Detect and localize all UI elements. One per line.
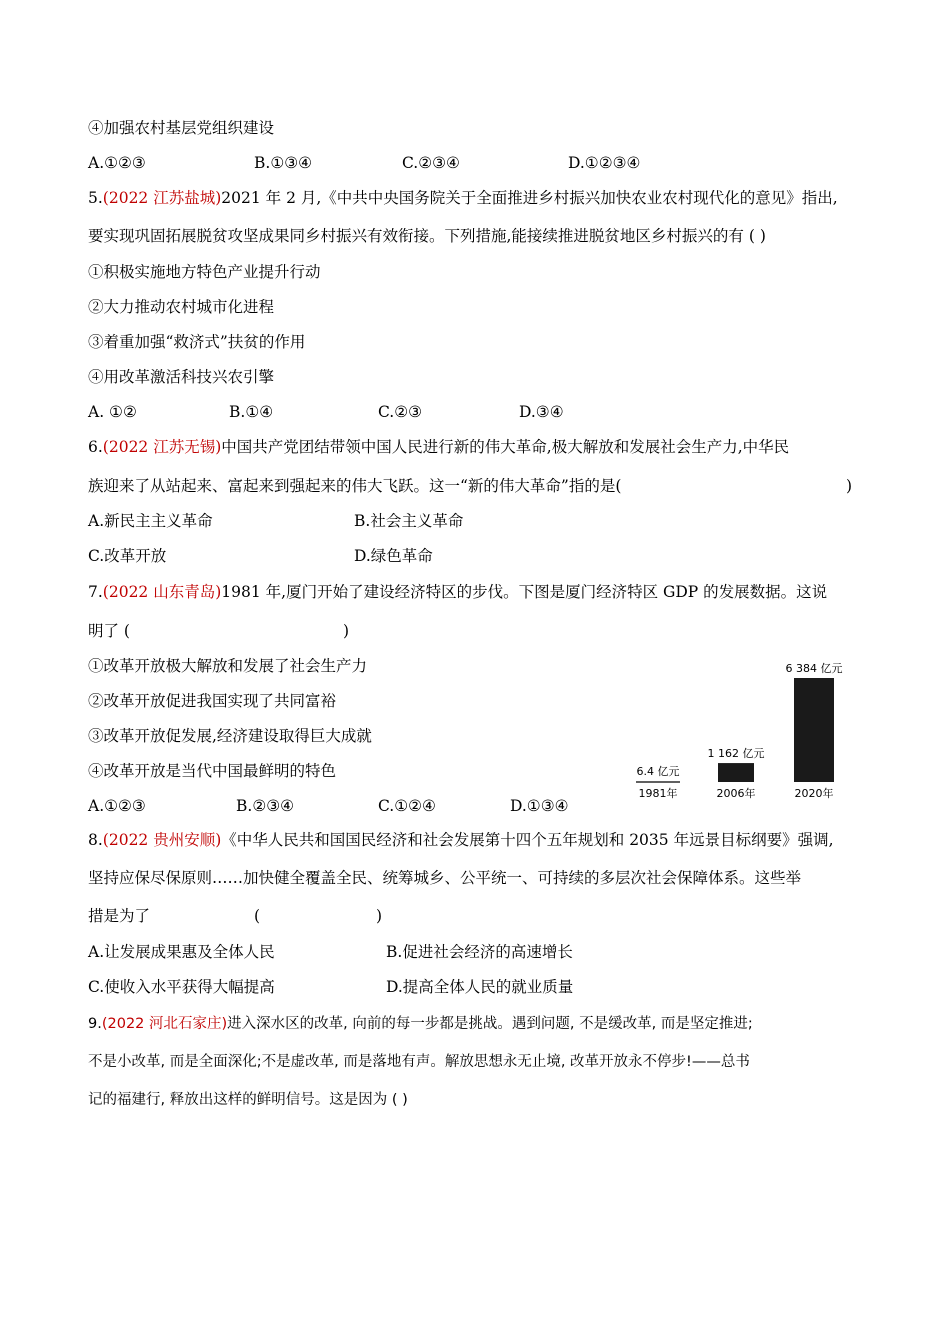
q6-stem-line-1 bbox=[88, 437, 789, 457]
q7-stem-line-2: 明了 ( bbox=[88, 622, 130, 640]
q7-answer-paren-close: ) bbox=[343, 622, 350, 640]
q9-stem-line-3: 记的福建行, 释放出这样的鲜明信号。这是因为 ( ) bbox=[88, 1092, 408, 1108]
q6-option-c[interactable]: C.改革开放 bbox=[88, 547, 167, 565]
q7-item-3: ③改革开放促发展,经济建设取得巨大成就 bbox=[88, 727, 372, 745]
q6-source: (2022 江苏无锡) bbox=[102, 438, 222, 456]
q9-source: (2022 河北石家庄) bbox=[101, 1016, 228, 1032]
q5-item-1: ①积极实施地方特色产业提升行动 bbox=[88, 263, 321, 281]
q8-stem-line-2: 坚持应保尽保原则……加快健全覆盖全民、统筹城乡、公平统一、可持续的多层次社会保障体系。这些举 bbox=[88, 869, 802, 887]
data-label-2020年: 6 384 亿元 bbox=[785, 662, 843, 675]
q8-number: 8. bbox=[88, 831, 103, 849]
q9-number: 9. bbox=[88, 1016, 102, 1032]
q6-number: 6. bbox=[88, 438, 103, 456]
q8-answer-paren-open: ( bbox=[254, 907, 261, 925]
q7-option-b[interactable]: B.②③④ bbox=[236, 797, 295, 815]
q9-stem-line-2: 不是小改革, 而是全面深化;不是虚改革, 而是落地有声。解放思想永无止境, 改革开放永不停步!——总书 bbox=[88, 1054, 750, 1070]
q7-source: (2022 山东青岛) bbox=[102, 583, 222, 601]
data-label-2006年: 1 162 亿元 bbox=[707, 747, 765, 761]
q5-item-4: ④用改革激活科技兴农引擎 bbox=[88, 368, 275, 386]
q7-item-1: ①改革开放极大解放和发展了社会生产力 bbox=[88, 657, 368, 675]
q6-stem-line-2: 族迎来了从站起来、富起来到强起来的伟大飞跃。这一“新的伟大革命”指的是( bbox=[88, 477, 622, 495]
q4-option-c[interactable]: C.②③④ bbox=[402, 154, 460, 172]
q7-stem-text-1: 1981 年,厦门开始了建设经济特区的步伐。下图是厦门经济特区 GDP 的发展数据。这说 bbox=[221, 583, 828, 601]
q5-source: (2022 江苏盐城) bbox=[102, 189, 222, 207]
q7-option-c[interactable]: C.①②④ bbox=[378, 797, 436, 815]
category-label-2006年: 2006年 bbox=[716, 787, 756, 800]
q8-stem-text-1: 《中华人民共和国国民经济和社会发展第十四个五年规划和 2035 年远景目标纲要》强调, bbox=[221, 831, 834, 849]
q6-stem-text-1: 中国共产党团结带领中国人民进行新的伟大革命,极大解放和发展社会生产力,中华民 bbox=[221, 438, 790, 456]
q6-answer-paren-close: ) bbox=[846, 477, 853, 495]
q9-stem-line-1 bbox=[88, 1014, 753, 1034]
q5-stem-line-1 bbox=[88, 188, 838, 208]
q5-number: 5. bbox=[88, 189, 103, 207]
category-label-2020年: 2020年 bbox=[794, 787, 834, 800]
q5-stem-text-1: 2021 年 2 月,《中共中央国务院关于全面推进乡村振兴加快农业农村现代化的意见》指出, bbox=[221, 189, 838, 207]
q4-option-a[interactable]: A.①②③ bbox=[88, 154, 146, 172]
q7-number: 7. bbox=[88, 583, 103, 601]
q6-option-d[interactable]: D.绿色革命 bbox=[354, 547, 433, 565]
q7-item-4: ④改革开放是当代中国最鲜明的特色 bbox=[88, 762, 337, 780]
bar-2006年 bbox=[718, 763, 754, 782]
q5-option-c[interactable]: C.②③ bbox=[378, 403, 423, 421]
q8-stem-line-1 bbox=[88, 830, 834, 850]
data-label-1981年: 6.4 亿元 bbox=[636, 765, 680, 778]
q5-option-b[interactable]: B.①④ bbox=[229, 403, 274, 421]
gdp-bar-chart bbox=[630, 658, 870, 804]
bar-2020年 bbox=[794, 678, 834, 782]
q4-item-4: ④加强农村基层党组织建设 bbox=[88, 119, 275, 137]
q5-item-2: ②大力推动农村城市化进程 bbox=[88, 298, 275, 316]
q6-option-a[interactable]: A.新民主主义革命 bbox=[88, 512, 213, 530]
q5-option-d[interactable]: D.③④ bbox=[519, 403, 564, 421]
q5-item-3: ③着重加强“救济式”扶贫的作用 bbox=[88, 333, 306, 351]
q4-option-b[interactable]: B.①③④ bbox=[254, 154, 313, 172]
q5-option-a[interactable]: A. ①② bbox=[88, 403, 137, 421]
q8-option-a[interactable]: A.让发展成果惠及全体人民 bbox=[88, 943, 275, 961]
q4-option-d[interactable]: D.①②③④ bbox=[568, 154, 641, 172]
q8-source: (2022 贵州安顺) bbox=[102, 831, 222, 849]
q9-stem-text-1: 进入深水区的改革, 向前的每一步都是挑战。遇到问题, 不是缓改革, 而是坚定推进; bbox=[227, 1016, 753, 1032]
q8-answer-paren-close: ) bbox=[376, 907, 383, 925]
q8-stem-line-3: 措是为了 bbox=[88, 907, 151, 925]
q5-stem-line-2: 要实现巩固拓展脱贫攻坚成果同乡村振兴有效衔接。下列措施,能接续推进脱贫地区乡村振兴的有 ( ) bbox=[88, 227, 766, 245]
q8-option-d[interactable]: D.提高全体人民的就业质量 bbox=[386, 978, 574, 996]
q8-option-c[interactable]: C.使收入水平获得大幅提高 bbox=[88, 978, 275, 996]
q7-option-a[interactable]: A.①②③ bbox=[88, 797, 146, 815]
q8-option-b[interactable]: B.促进社会经济的高速增长 bbox=[386, 943, 573, 961]
category-label-1981年: 1981年 bbox=[638, 787, 678, 800]
q6-option-b[interactable]: B.社会主义革命 bbox=[354, 512, 464, 530]
q7-stem-line-1 bbox=[88, 582, 827, 602]
q7-option-d[interactable]: D.①③④ bbox=[510, 797, 569, 815]
q7-item-2: ②改革开放促进我国实现了共同富裕 bbox=[88, 692, 337, 710]
